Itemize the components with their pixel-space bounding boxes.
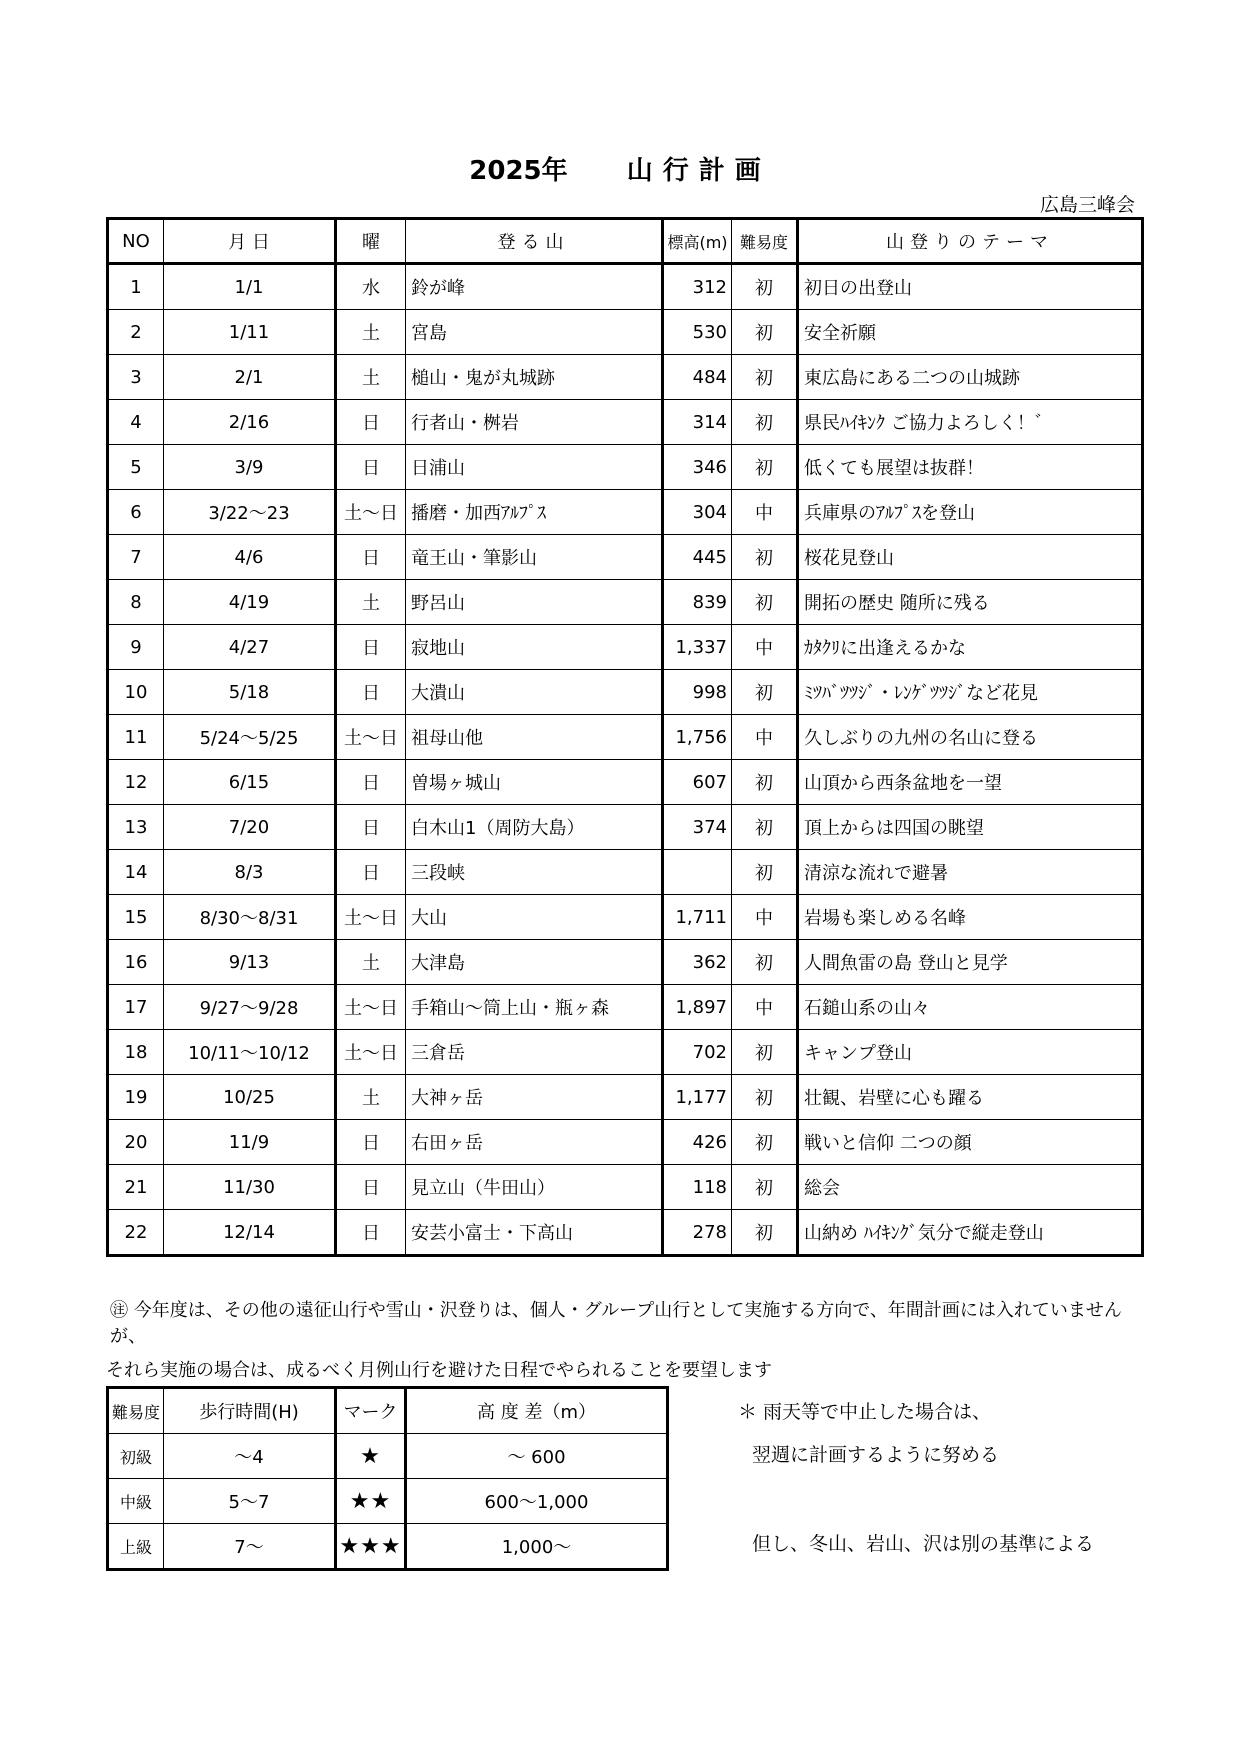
plan-cell-difficulty: 中 [732,715,798,760]
plan-cell-dow: 日 [336,670,406,715]
legend-row [108,1434,668,1479]
plan-row [108,1165,1143,1210]
plan-cell-mountain: 三倉岳 [406,1030,663,1075]
plan-cell-difficulty: 初 [732,400,798,445]
plan-row [108,400,1143,445]
plan-cell-date: 1/1 [164,264,336,310]
plan-cell-theme: 山頂から西条盆地を一望 [798,760,1143,805]
plan-cell-mountain: 竜王山・筆影山 [406,535,663,580]
title-main: 山行計画 [626,156,771,186]
plan-cell-elevation: 346 [663,445,732,490]
plan-cell-mountain: 鈴が峰 [406,264,663,310]
plan-cell-dow: 日 [336,625,406,670]
plan-cell-mountain: 大神ヶ岳 [406,1075,663,1120]
plan-cell-elevation: 304 [663,490,732,535]
plan-cell-theme: 開拓の歴史 随所に残る [798,580,1143,625]
plan-cell-mountain: 日浦山 [406,445,663,490]
plan-cell-difficulty: 初 [732,670,798,715]
plan-cell-theme: 清涼な流れで避暑 [798,850,1143,895]
side-note-exception: 但し、冬山、岩山、沢は別の基準による [752,1533,1095,1555]
plan-cell-difficulty: 初 [732,580,798,625]
plan-cell-no: 17 [108,985,164,1030]
plan-cell-date: 12/14 [164,1210,336,1256]
plan-cell-difficulty: 中 [732,490,798,535]
plan-cell-elevation: 998 [663,670,732,715]
plan-cell-difficulty: 中 [732,895,798,940]
plan-cell-theme: 山納め ﾊｲｷﾝｸﾞ気分で縦走登山 [798,1210,1143,1256]
plan-cell-date: 11/30 [164,1165,336,1210]
legend-cell-mark: ★★ [336,1479,406,1524]
legend-header-walk-time: 歩行時間(H) [164,1388,336,1434]
plan-cell-theme: 初日の出登山 [798,264,1143,310]
plan-cell-dow: 土 [336,580,406,625]
plan-cell-mountain: 播磨・加西ｱﾙﾌﾟｽ [406,490,663,535]
plan-cell-difficulty: 初 [732,310,798,355]
plan-cell-mountain: 大潰山 [406,670,663,715]
legend-row [108,1524,668,1570]
plan-cell-difficulty: 初 [732,805,798,850]
legend-table-body [108,1434,668,1570]
plan-row [108,985,1143,1030]
plan-cell-no: 8 [108,580,164,625]
plan-cell-difficulty: 初 [732,264,798,310]
plan-cell-dow: 日 [336,1120,406,1165]
plan-cell-dow: 日 [336,805,406,850]
plan-cell-theme: 石鎚山系の山々 [798,985,1143,1030]
plan-cell-mountain: 槌山・鬼が丸城跡 [406,355,663,400]
plan-cell-dow: 土 [336,310,406,355]
plan-cell-dow: 日 [336,1210,406,1256]
plan-cell-elevation: 1,177 [663,1075,732,1120]
plan-cell-theme: 兵庫県のｱﾙﾌﾟｽを登山 [798,490,1143,535]
plan-cell-date: 1/11 [164,310,336,355]
plan-cell-mountain: 曽場ヶ城山 [406,760,663,805]
page-title [0,150,1240,187]
legend-cell-elev-diff: 1,000～ [406,1524,668,1570]
plan-cell-no: 12 [108,760,164,805]
legend-header-mark: マーク [336,1388,406,1434]
plan-cell-dow: 土 [336,940,406,985]
plan-cell-mountain: 手箱山～筒上山・瓶ヶ森 [406,985,663,1030]
plan-cell-difficulty: 初 [732,760,798,805]
plan-cell-difficulty: 初 [732,940,798,985]
plan-cell-no: 9 [108,625,164,670]
plan-cell-difficulty: 初 [732,1120,798,1165]
plan-cell-dow: 土 [336,355,406,400]
legend-cell-level: 中級 [108,1479,164,1524]
header-elevation: 標高(m) [663,219,732,264]
plan-cell-elevation: 426 [663,1120,732,1165]
plan-cell-mountain: 安芸小富士・下高山 [406,1210,663,1256]
plan-row [108,1120,1143,1165]
plan-cell-no: 15 [108,895,164,940]
plan-cell-difficulty: 初 [732,1210,798,1256]
plan-cell-date: 9/13 [164,940,336,985]
plan-cell-mountain: 祖母山他 [406,715,663,760]
plan-cell-theme: 岩場も楽しめる名峰 [798,895,1143,940]
plan-row [108,1075,1143,1120]
plan-cell-mountain: 宮島 [406,310,663,355]
plan-cell-date: 5/24～5/25 [164,715,336,760]
plan-cell-theme: 東広島にある二つの山城跡 [798,355,1143,400]
organization-name: 広島三峰会 [1039,194,1135,216]
plan-cell-no: 4 [108,400,164,445]
plan-cell-date: 11/9 [164,1120,336,1165]
plan-cell-no: 6 [108,490,164,535]
plan-row [108,490,1143,535]
plan-cell-elevation: 118 [663,1165,732,1210]
plan-cell-dow: 土～日 [336,490,406,535]
legend-cell-elev-diff: ～ 600 [406,1434,668,1479]
plan-row [108,940,1143,985]
plan-cell-difficulty: 初 [732,535,798,580]
plan-cell-dow: 水 [336,264,406,310]
plan-cell-theme: キャンプ登山 [798,1030,1143,1075]
plan-cell-theme: 県民ﾊｲｷﾝｸ ご協力よろしく！゛ [798,400,1143,445]
plan-cell-date: 5/18 [164,670,336,715]
plan-row [108,850,1143,895]
plan-cell-elevation: 484 [663,355,732,400]
plan-cell-theme: 人間魚雷の島 登山と見学 [798,940,1143,985]
legend-cell-walk-time: 7～ [164,1524,336,1570]
plan-header-row [108,219,1143,264]
plan-cell-theme: 壮観、岩壁に心も躍る [798,1075,1143,1120]
plan-cell-elevation: 839 [663,580,732,625]
plan-cell-mountain: 三段峡 [406,850,663,895]
plan-cell-date: 6/15 [164,760,336,805]
plan-cell-date: 2/16 [164,400,336,445]
plan-cell-elevation: 607 [663,760,732,805]
plan-cell-theme: 桜花見登山 [798,535,1143,580]
plan-cell-theme: 戦いと信仰 二つの顔 [798,1120,1143,1165]
plan-cell-elevation: 362 [663,940,732,985]
plan-cell-theme: ﾐﾂﾊﾞﾂﾂｼﾞ・ﾚﾝｹﾞﾂﾂｼﾞなど花見 [798,670,1143,715]
plan-cell-date: 3/22～23 [164,490,336,535]
plan-row [108,895,1143,940]
plan-cell-no: 1 [108,264,164,310]
plan-cell-no: 5 [108,445,164,490]
plan-cell-difficulty: 初 [732,445,798,490]
plan-cell-no: 20 [108,1120,164,1165]
plan-cell-elevation: 1,711 [663,895,732,940]
plan-cell-no: 16 [108,940,164,985]
plan-cell-elevation: 1,756 [663,715,732,760]
plan-cell-dow: 日 [336,760,406,805]
legend-cell-elev-diff: 600～1,000 [406,1479,668,1524]
side-note-rain: ＊ 雨天等で中止した場合は、 [738,1401,992,1423]
header-date: 月 日 [164,219,336,264]
plan-cell-mountain: 大山 [406,895,663,940]
plan-cell-theme: 低くても展望は抜群！ [798,445,1143,490]
plan-cell-elevation: 445 [663,535,732,580]
plan-cell-mountain: 右田ヶ岳 [406,1120,663,1165]
plan-row [108,805,1143,850]
plan-cell-mountain: 大津島 [406,940,663,985]
plan-cell-date: 2/1 [164,355,336,400]
plan-cell-date: 9/27～9/28 [164,985,336,1030]
plan-cell-elevation: 374 [663,805,732,850]
plan-cell-mountain: 白木山1（周防大島） [406,805,663,850]
plan-cell-no: 21 [108,1165,164,1210]
plan-cell-date: 10/25 [164,1075,336,1120]
plan-cell-date: 4/6 [164,535,336,580]
plan-cell-dow: 土～日 [336,715,406,760]
header-mountain: 登る山 [406,219,663,264]
legend-row [108,1479,668,1524]
plan-cell-dow: 日 [336,445,406,490]
plan-row [108,670,1143,715]
plan-cell-no: 7 [108,535,164,580]
plan-cell-elevation [663,850,732,895]
plan-cell-mountain: 寂地山 [406,625,663,670]
plan-cell-elevation: 1,897 [663,985,732,1030]
plan-row [108,580,1143,625]
plan-cell-elevation: 314 [663,400,732,445]
legend-cell-mark: ★ [336,1434,406,1479]
plan-cell-mountain: 行者山・桝岩 [406,400,663,445]
plan-cell-elevation: 278 [663,1210,732,1256]
plan-cell-no: 19 [108,1075,164,1120]
legend-header-row [108,1388,668,1434]
plan-cell-no: 11 [108,715,164,760]
plan-cell-difficulty: 初 [732,1075,798,1120]
plan-cell-mountain: 野呂山 [406,580,663,625]
legend-cell-level: 初級 [108,1434,164,1479]
legend-header-elev-diff: 高 度 差（m） [406,1388,668,1434]
title-year: 2025年 [469,156,568,186]
plan-row [108,310,1143,355]
plan-cell-dow: 日 [336,1165,406,1210]
header-dow: 曜 [336,219,406,264]
plan-cell-no: 10 [108,670,164,715]
plan-cell-theme: 安全祈願 [798,310,1143,355]
plan-cell-no: 2 [108,310,164,355]
plan-cell-no: 14 [108,850,164,895]
plan-cell-mountain: 見立山（牛田山） [406,1165,663,1210]
plan-cell-dow: 日 [336,850,406,895]
plan-cell-theme: ｶﾀｸﾘに出逢えるかな [798,625,1143,670]
plan-cell-dow: 土～日 [336,895,406,940]
plan-cell-dow: 土～日 [336,1030,406,1075]
legend-header-level: 難易度 [108,1388,164,1434]
plan-cell-difficulty: 中 [732,625,798,670]
plan-cell-no: 3 [108,355,164,400]
plan-cell-dow: 土～日 [336,985,406,1030]
hiking-plan-table [106,217,1144,1257]
plan-cell-difficulty: 中 [732,985,798,1030]
plan-cell-elevation: 702 [663,1030,732,1075]
plan-cell-dow: 日 [336,535,406,580]
plan-cell-date: 8/3 [164,850,336,895]
plan-cell-theme: 久しぶりの九州の名山に登る [798,715,1143,760]
difficulty-legend-table [106,1386,669,1571]
plan-row [108,1030,1143,1075]
plan-cell-no: 22 [108,1210,164,1256]
note-annual-plan: ㊟ 今年度は、その他の遠征山行や雪山・沢登りは、個人・グループ山行として実施する方向で、年間計画には入れていませんが、 [110,1300,1122,1347]
plan-row [108,760,1143,805]
plan-row [108,535,1143,580]
plan-cell-date: 8/30～8/31 [164,895,336,940]
plan-cell-difficulty: 初 [732,1165,798,1210]
side-note-reschedule: 翌週に計画するように努める [752,1444,1000,1466]
header-no: NO [108,219,164,264]
legend-cell-level: 上級 [108,1524,164,1570]
plan-cell-dow: 土 [336,1075,406,1120]
header-theme: 山登りのテーマ [798,219,1143,264]
plan-table-body [108,264,1143,1256]
plan-cell-date: 10/11～10/12 [164,1030,336,1075]
plan-row [108,355,1143,400]
plan-cell-elevation: 1,337 [663,625,732,670]
plan-cell-difficulty: 初 [732,355,798,400]
plan-row [108,715,1143,760]
plan-cell-dow: 日 [336,400,406,445]
plan-row [108,264,1143,310]
plan-row [108,445,1143,490]
plan-row [108,625,1143,670]
plan-cell-elevation: 530 [663,310,732,355]
plan-cell-no: 18 [108,1030,164,1075]
legend-cell-walk-time: ～4 [164,1434,336,1479]
plan-cell-no: 13 [108,805,164,850]
note-request: それら実施の場合は、成るべく月例山行を避けた日程でやられることを要望します [106,1360,772,1381]
plan-cell-theme: 頂上からは四国の眺望 [798,805,1143,850]
plan-cell-date: 4/27 [164,625,336,670]
header-difficulty: 難易度 [732,219,798,264]
plan-cell-date: 7/20 [164,805,336,850]
plan-cell-difficulty: 初 [732,850,798,895]
plan-cell-date: 3/9 [164,445,336,490]
plan-cell-difficulty: 初 [732,1030,798,1075]
plan-cell-theme: 総会 [798,1165,1143,1210]
plan-cell-elevation: 312 [663,264,732,310]
plan-row [108,1210,1143,1256]
legend-cell-mark: ★★★ [336,1524,406,1570]
legend-cell-walk-time: 5～7 [164,1479,336,1524]
plan-cell-date: 4/19 [164,580,336,625]
